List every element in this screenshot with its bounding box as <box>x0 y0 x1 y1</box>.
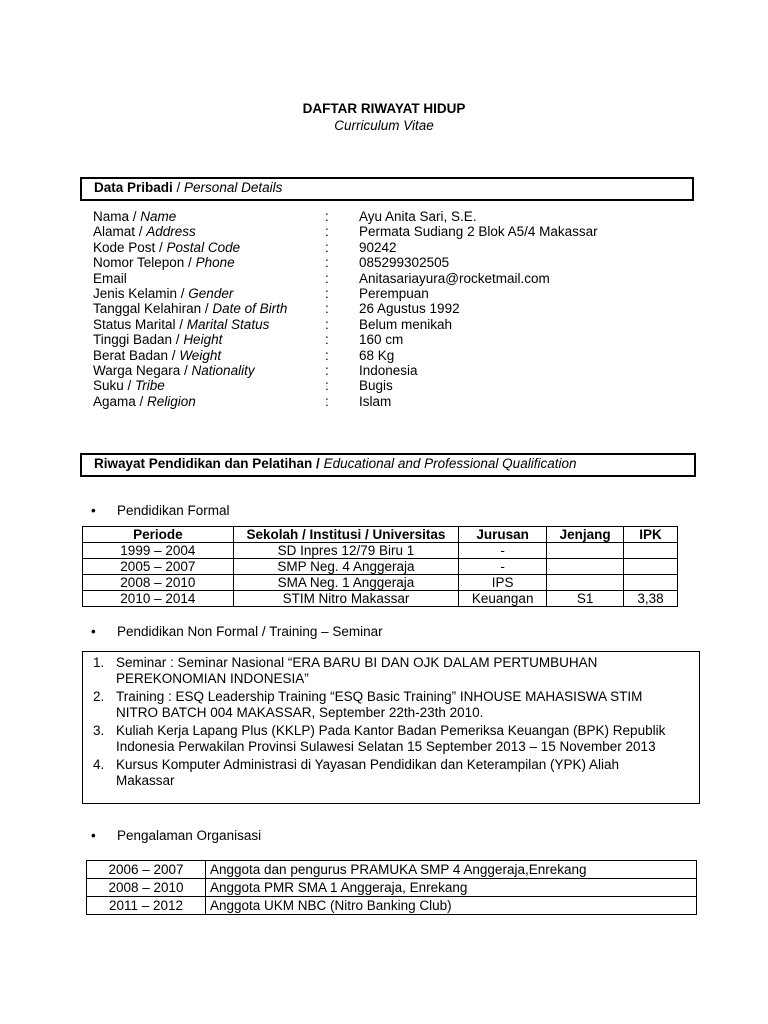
personal-colon: : <box>325 393 329 409</box>
table-header-cell: IPK <box>624 527 678 543</box>
organization-table <box>86 860 697 915</box>
org-description-cell: Anggota dan pengurus PRAMUKA SMP 4 Anggeraja,Enrekang <box>206 861 697 879</box>
section-header-education <box>80 453 696 477</box>
table-cell: - <box>459 543 547 559</box>
personal-label-id: Kode Post / <box>93 239 167 255</box>
personal-label-id: Nomor Telepon / <box>93 255 196 271</box>
section-title-italic: Educational and Professional Qualification <box>319 456 577 471</box>
list-item-text: Kuliah Kerja Lapang Plus (KKLP) Pada Kantor Badan Pemeriksa Keuangan (BPK) Republik Indonesia Perwakilan Provinsi Sulawesi Selatan 15 September 2013 – 15 November 2013 <box>116 723 666 754</box>
nonformal-list <box>83 655 673 791</box>
personal-value: Islam <box>359 393 392 409</box>
org-description-cell: Anggota PMR SMA 1 Anggeraja, Enrekang <box>206 879 697 897</box>
personal-value: 26 Agustus 1992 <box>359 301 460 317</box>
personal-row <box>93 286 693 301</box>
bullet-icon: • <box>91 503 96 518</box>
personal-colon: : <box>325 378 329 394</box>
list-item-number: 2. <box>93 689 105 704</box>
list-item-text: Training : ESQ Leadership Training “ESQ Basic Training” INHOUSE MAHASISWA STIM NITRO BATCH 004 MAKASSAR, September 22th-23th 2010. <box>116 689 643 720</box>
table-header-row <box>83 527 678 543</box>
personal-value: Indonesia <box>359 362 418 378</box>
list-item <box>83 757 673 788</box>
personal-label <box>93 348 221 363</box>
table-cell: - <box>459 559 547 575</box>
personal-row <box>93 394 693 409</box>
personal-label-en: Nationality <box>191 362 255 378</box>
section-title-italic: Personal Details <box>184 180 283 195</box>
table-cell: Keuangan <box>459 591 547 607</box>
nonformal-education-box <box>82 651 700 804</box>
personal-row <box>93 332 693 347</box>
table-header-cell: Periode <box>83 527 234 543</box>
org-years-cell: 2008 – 2010 <box>87 879 206 897</box>
personal-label-en: Name <box>140 209 177 224</box>
table-header-cell: Jenjang <box>547 527 624 543</box>
document-title: DAFTAR RIWAYAT HIDUP <box>302 101 466 116</box>
personal-colon: : <box>325 285 329 301</box>
personal-label-id: Email <box>93 270 127 286</box>
table-cell <box>547 575 624 591</box>
personal-value: Anitasariayura@rocketmail.com <box>359 270 550 286</box>
table-cell: SD Inpres 12/79 Biru 1 <box>233 543 459 559</box>
table-cell: 1999 – 2004 <box>83 543 234 559</box>
personal-row <box>93 240 693 255</box>
personal-label-id: Status Marital / <box>93 316 187 332</box>
table-cell: STIM Nitro Makassar <box>233 591 459 607</box>
section-title-bold: Riwayat Pendidikan dan Pelatihan / <box>94 456 320 471</box>
personal-colon: : <box>325 224 329 240</box>
personal-label-en: Tribe <box>135 378 165 394</box>
personal-row <box>93 271 693 286</box>
table-row <box>87 897 697 915</box>
personal-label-en: Weight <box>179 347 222 363</box>
bullet-icon: • <box>91 624 96 639</box>
personal-value: Ayu Anita Sari, S.E. <box>359 209 477 224</box>
list-item-text: Kursus Komputer Administrasi di Yayasan Pendidikan dan Keterampilan (YPK) Aliah Makassar <box>116 757 620 788</box>
personal-label <box>93 255 235 270</box>
list-item-number: 3. <box>93 723 105 738</box>
personal-label-id: Berat Badan / <box>93 347 180 363</box>
table-row <box>83 543 678 559</box>
personal-label-en: Phone <box>195 255 235 271</box>
personal-label <box>93 301 287 316</box>
table-header-cell: Sekolah / Institusi / Universitas <box>233 527 459 543</box>
table-row <box>87 861 697 879</box>
table-row <box>83 575 678 591</box>
personal-row <box>93 363 693 378</box>
table-cell: IPS <box>459 575 547 591</box>
document-subtitle: Curriculum Vitae <box>334 118 434 133</box>
personal-label-id: Warga Negara / <box>93 362 192 378</box>
personal-label-en: Religion <box>147 393 196 409</box>
personal-label <box>93 332 222 347</box>
personal-label-en: Gender <box>188 285 234 301</box>
personal-label <box>93 286 233 301</box>
section-title-separator: / <box>172 180 185 195</box>
heading-formal-education <box>91 503 230 518</box>
personal-label-id: Agama / <box>93 393 148 409</box>
personal-colon: : <box>325 301 329 317</box>
table-cell <box>547 559 624 575</box>
personal-label <box>93 317 269 332</box>
table-cell <box>624 559 678 575</box>
personal-value: Belum menikah <box>359 316 453 332</box>
list-item-number: 1. <box>93 655 105 670</box>
personal-row <box>93 255 693 270</box>
personal-label <box>93 378 165 393</box>
personal-colon: : <box>325 362 329 378</box>
personal-colon: : <box>325 347 329 363</box>
personal-label-id: Jenis Kelamin / <box>93 285 189 301</box>
table-cell: 3,38 <box>624 591 678 607</box>
personal-colon: : <box>325 332 329 348</box>
section-title-bold: Data Pribadi <box>94 180 173 195</box>
heading-nonformal-education <box>91 624 383 639</box>
org-years-cell: 2011 – 2012 <box>87 897 206 915</box>
table-cell: 2008 – 2010 <box>83 575 234 591</box>
personal-row <box>93 209 693 224</box>
table-row <box>87 879 697 897</box>
table-cell: 2010 – 2014 <box>83 591 234 607</box>
list-item-text: Seminar : Seminar Nasional “ERA BARU BI DAN OJK DALAM PERTUMBUHAN PEREKONOMIAN INDONESIA” <box>116 655 598 686</box>
personal-row <box>93 317 693 332</box>
table-cell: 2005 – 2007 <box>83 559 234 575</box>
table-row <box>83 559 678 575</box>
personal-value: Perempuan <box>359 285 429 301</box>
org-years-cell: 2006 – 2007 <box>87 861 206 879</box>
list-item <box>83 723 673 754</box>
personal-row <box>93 301 693 316</box>
personal-label <box>93 394 196 409</box>
personal-label-en: Postal Code <box>166 239 241 255</box>
heading-organization-experience <box>91 828 261 843</box>
personal-value: 68 Kg <box>359 347 395 363</box>
personal-details-list <box>93 209 693 409</box>
personal-label <box>93 363 255 378</box>
table-cell: SMA Neg. 1 Anggeraja <box>233 575 459 591</box>
personal-label-id: Nama / <box>93 209 141 224</box>
table-header-cell: Jurusan <box>459 527 547 543</box>
formal-education-table <box>82 526 678 607</box>
personal-colon: : <box>325 255 329 271</box>
bullet-icon: • <box>91 828 96 843</box>
table-cell <box>624 575 678 591</box>
personal-label <box>93 209 176 224</box>
table-row <box>83 591 678 607</box>
personal-value: 90242 <box>359 239 397 255</box>
personal-colon: : <box>325 316 329 332</box>
personal-label-en: Date of Birth <box>212 301 288 317</box>
section-header-personal <box>80 177 694 201</box>
table-cell: SMP Neg. 4 Anggeraja <box>233 559 459 575</box>
personal-colon: : <box>325 239 329 255</box>
list-item <box>83 655 673 686</box>
heading-text: Pendidikan Formal <box>117 503 230 518</box>
personal-label-en: Height <box>183 332 223 348</box>
personal-label-id: Alamat / <box>93 224 147 240</box>
personal-label <box>93 224 196 239</box>
heading-text: Pendidikan Non Formal / Training – Seminar <box>117 624 383 639</box>
personal-row <box>93 378 693 393</box>
personal-label-id: Suku / <box>93 378 136 394</box>
personal-row <box>93 224 693 239</box>
personal-label-id: Tanggal Kelahiran / <box>93 301 213 317</box>
personal-colon: : <box>325 270 329 286</box>
table-cell <box>547 543 624 559</box>
personal-label-en: Marital Status <box>186 316 270 332</box>
personal-colon: : <box>325 209 329 224</box>
personal-value: Bugis <box>359 378 393 394</box>
personal-value: Permata Sudiang 2 Blok A5/4 Makassar <box>359 224 598 240</box>
org-description-cell: Anggota UKM NBC (Nitro Banking Club) <box>206 897 697 915</box>
list-item-number: 4. <box>93 757 105 772</box>
table-cell <box>624 543 678 559</box>
personal-row <box>93 348 693 363</box>
personal-value: 160 cm <box>359 332 404 348</box>
heading-text: Pengalaman Organisasi <box>117 828 262 843</box>
personal-label <box>93 240 240 255</box>
personal-label-id: Tinggi Badan / <box>93 332 184 348</box>
personal-label-en: Address <box>146 224 196 240</box>
personal-label <box>93 271 127 286</box>
personal-value: 085299302505 <box>359 255 450 271</box>
list-item <box>83 689 673 720</box>
table-cell: S1 <box>547 591 624 607</box>
